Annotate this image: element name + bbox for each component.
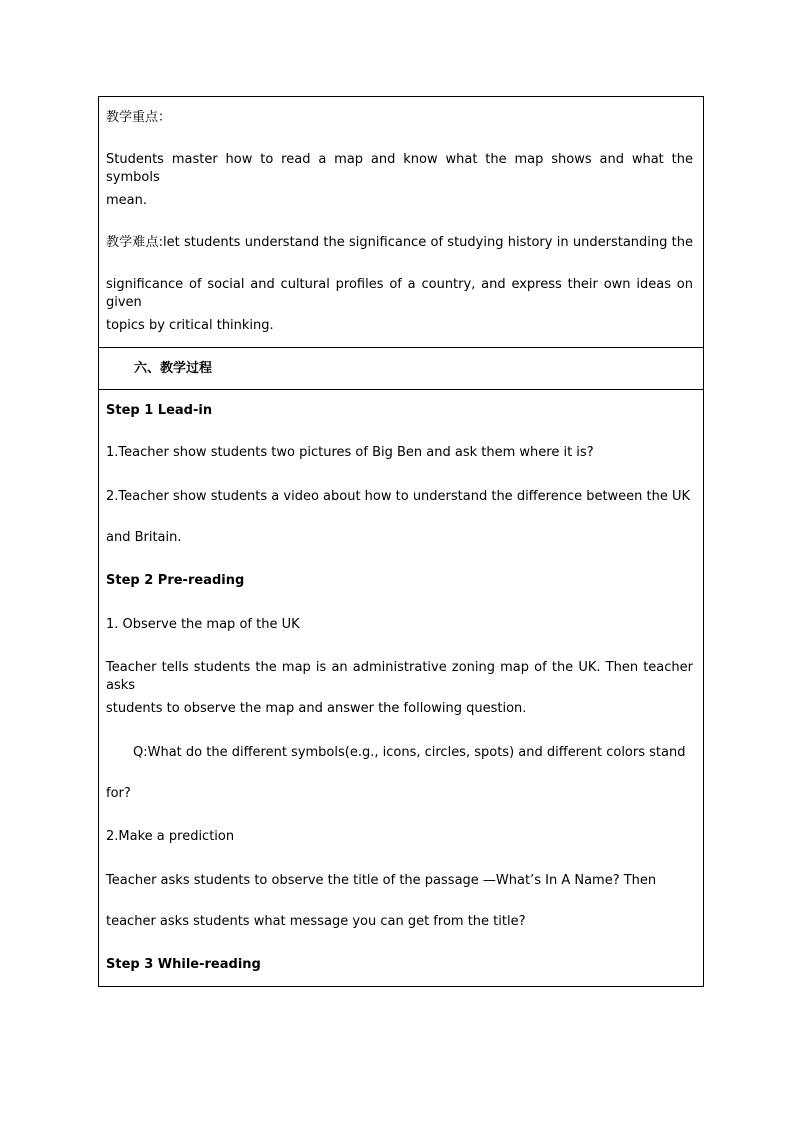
teaching-focus-text: Students master how to read a map and know what the map shows and what the symbols bbox=[106, 152, 693, 185]
step-2-text: teacher asks students what message you can get from the title? bbox=[106, 914, 526, 929]
step-1-item: 2.Teacher show students a video about how to understand the difference between the UK bbox=[106, 489, 691, 504]
step-2-text: Teacher tells students the map is an administrative zoning map of the UK. Then teacher asks bbox=[106, 660, 693, 693]
step-3-title: Step 3 While-reading bbox=[106, 957, 261, 972]
step-2-question: for? bbox=[106, 786, 131, 801]
step-2-title: Step 2 Pre-reading bbox=[106, 573, 245, 588]
step-2-subtitle: 2.Make a prediction bbox=[106, 829, 235, 844]
teaching-difficulty-text: significance of social and cultural profiles of a country, and express their own ideas on given bbox=[106, 277, 693, 310]
focus-difficulty-cell bbox=[99, 97, 703, 348]
step-2-text: Teacher asks students to observe the title of the passage —What’s In A Name? Then bbox=[106, 873, 657, 888]
step-2-question: Q:What do the different symbols(e.g., icons, circles, spots) and different colors stand bbox=[133, 745, 686, 760]
teaching-difficulty-label: 教学难点: bbox=[106, 235, 163, 250]
teaching-focus-label: 教学重点： bbox=[106, 110, 172, 125]
teaching-difficulty-line bbox=[106, 234, 693, 252]
teaching-process-cell bbox=[99, 390, 703, 986]
step-2-text: students to observe the map and answer the following question. bbox=[106, 701, 527, 716]
teaching-difficulty-text: topics by critical thinking. bbox=[106, 318, 274, 333]
teaching-difficulty-text: let students understand the significance of studying history in understanding the bbox=[162, 235, 693, 250]
step-1-item: 1.Teacher show students two pictures of Big Ben and ask them where it is? bbox=[106, 445, 594, 460]
step-1-title: Step 1 Lead-in bbox=[106, 403, 213, 418]
step-2-subtitle: 1. Observe the map of the UK bbox=[106, 617, 300, 632]
lesson-plan-table bbox=[98, 96, 704, 987]
section-heading-cell bbox=[99, 348, 703, 390]
section-heading: 六、教学过程 bbox=[134, 361, 213, 376]
step-1-item: and Britain. bbox=[106, 530, 182, 545]
teaching-focus-text: mean. bbox=[106, 193, 147, 208]
